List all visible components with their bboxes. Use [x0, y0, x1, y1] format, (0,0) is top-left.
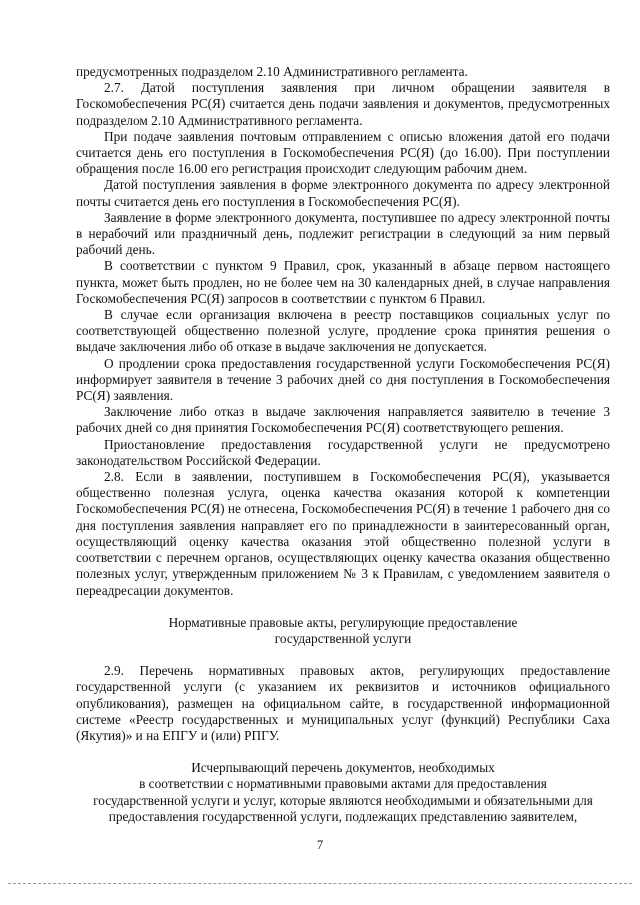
- paragraph-conclusion: Заключение либо отказ в выдаче заключения направляется заявителю в течение 3 рабочих дней со дня принятия Госкомобеспечения РС(Я) соответствующего решения.: [76, 404, 610, 436]
- paragraph-suspension: Приостановление предоставления государственной услуги не предусмотрено законодательством Российской Федерации.: [76, 436, 610, 468]
- paragraph-email-date: Датой поступления заявления в форме электронного документа по адресу электронной почты считается день его поступления в Госкомобеспечения РС(Я).: [76, 177, 610, 209]
- paragraph-2-9: 2.9. Перечень нормативных правовых актов, регулирующих предоставление государственной услуги (с указанием их реквизитов и источников официального опубликования), размещен на официальном сайте, в государственной информационной системе «Реестр государственных и муниципальных услуг (функций) Республики Саха (Якутия)» и на ЕПГУ и (или) РПГУ.: [76, 663, 610, 743]
- paragraph-extension: В соответствии с пунктом 9 Правил, срок, указанный в абзаце первом настоящего пункта, может быть продлен, но не более чем на 30 календарных дней, в случае направления Госкомобеспечения РС(Я) запросов в соответствии с пунктом 6 Правил.: [76, 258, 610, 306]
- document-page: [76, 64, 610, 825]
- heading-line: государственной услуги и услуг, которые являются необходимыми и обязательными для: [93, 792, 593, 808]
- page-bottom-rule: [8, 883, 632, 884]
- paragraph-email-holiday: Заявление в форме электронного документа, поступившее по адресу электронной почты в нерабочий или праздничный день, подлежит регистрации в следующий за ним первый рабочий день.: [76, 209, 610, 258]
- paragraph-2-8: 2.8. Если в заявлении, поступившем в Госкомобеспечения РС(Я), указывается общественно полезная услуга, оценка качества оказания которой к компетенции Госкомобеспечения РС(Я) не отнесена, Госкомобеспечения РС(Я) в течение 1 рабочего дня со дня поступления заявления направляет его по принадлежности в заинтересованный орган, осуществляющий оценку качества оказания этой общественно полезной услуги в соответствии с перечнем органов, осуществляющих оценку качества оказания общественно полезных услуг, утвержденным приложением № 3 к Правилам, с уведомлением заявителя о переадресации документов.: [76, 469, 610, 598]
- heading-line: Исчерпывающий перечень документов, необходимых: [191, 760, 495, 776]
- paragraph-postal: При подаче заявления почтовым отправлением с описью вложения датой его подачи считается день его поступления в Госкомобеспечения РС(Я) (до 16.00). При поступлении обращения после 16.00 его регистрация происходит следующим рабочим днем.: [76, 128, 610, 177]
- page-number: 7: [316, 838, 324, 852]
- heading-line: государственной услуги: [274, 630, 412, 646]
- paragraph-continuation: предусмотренных подразделом 2.10 Административного регламента.: [76, 64, 468, 79]
- paragraph-2-7: 2.7. Датой поступления заявления при личном обращении заявителя в Госкомобеспечения РС(Я) считается день подачи заявления и документов, предусмотренных подразделом 2.10 Административного регламента.: [76, 80, 610, 128]
- heading-line: предоставления государственной услуги, подлежащих представлению заявителем,: [108, 808, 578, 824]
- heading-line: Нормативные правовые акты, регулирующие предоставление: [168, 614, 518, 630]
- section-heading-documents: [76, 760, 610, 825]
- paragraph-registry: В случае если организация включена в реестр поставщиков социальных услуг по соответствующей общественно полезной услуге, продление срока принятия решения о выдаче заключения либо об отказе в выдаче заключения не допускается.: [76, 307, 610, 355]
- paragraph-notification: О продлении срока предоставления государственной услуги Госкомобеспечения РС(Я) информирует заявителя в течение 3 рабочих дней со дня поступления в Госкомобеспечения РС(Я) заявления.: [76, 355, 610, 404]
- heading-line: в соответствии с нормативными правовыми актами для предоставления: [139, 776, 547, 792]
- section-heading-legal-acts: [76, 615, 610, 647]
